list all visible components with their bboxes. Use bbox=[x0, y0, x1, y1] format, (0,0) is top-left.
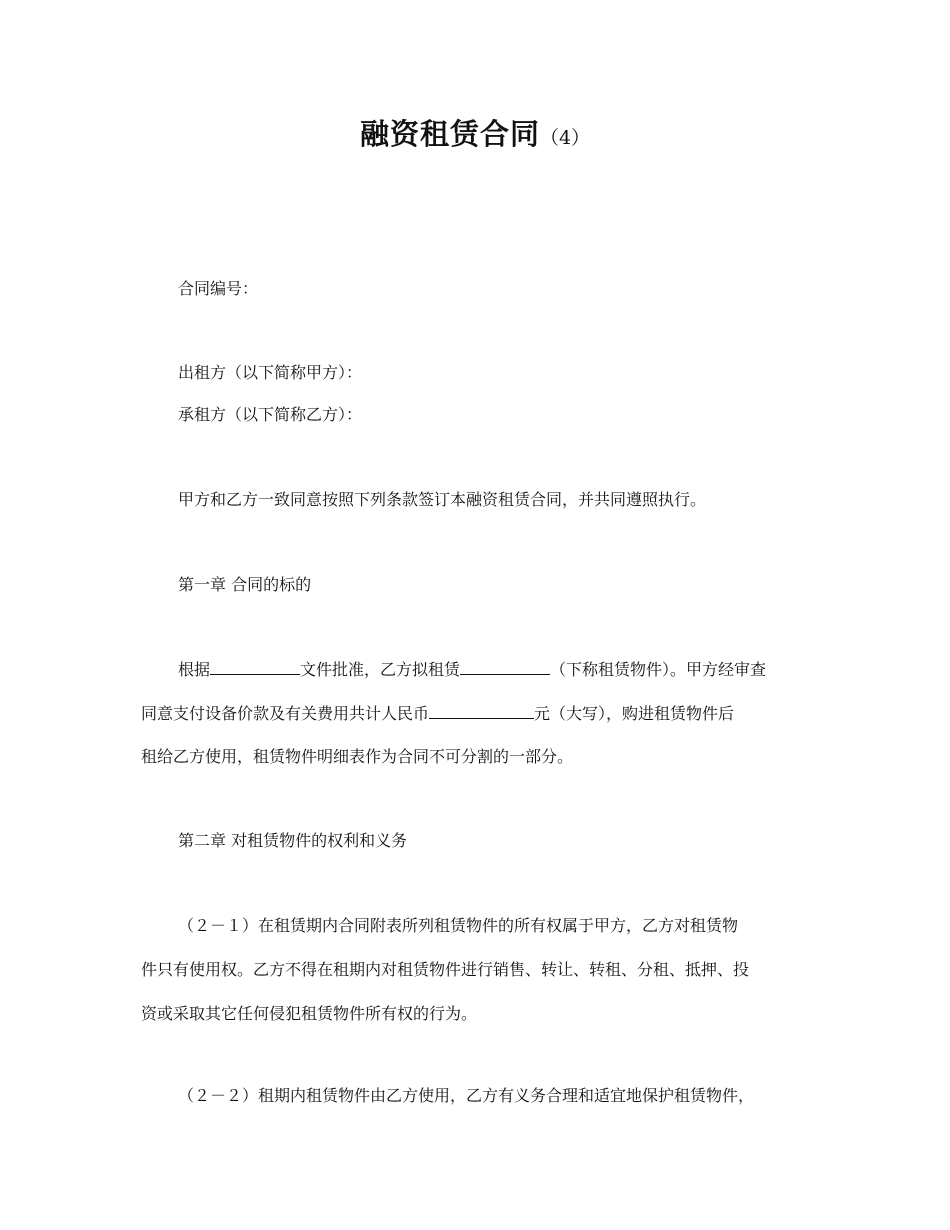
lessor-label: 出租方（以下简称甲方）： bbox=[178, 363, 363, 382]
clause-2-1 bbox=[141, 915, 816, 1047]
preamble: 甲方和乙方一致同意按照下列条款签订本融资租赁合同，并共同遵照执行。 bbox=[178, 490, 707, 509]
chapter1-text-d: 同意支付设备价款及有关费用共计人民币 bbox=[141, 704, 430, 723]
clause-2-2 bbox=[141, 1085, 816, 1129]
clause-2-1-line1: （２－１）在租赁期内合同附表所列租赁物件的所有权属于甲方，乙方对租赁物 bbox=[178, 916, 739, 935]
chapter1-line2 bbox=[141, 702, 816, 746]
title-text: 融资租赁合同 bbox=[359, 117, 540, 151]
chapter1-text-b: 文件批准，乙方拟租赁 bbox=[300, 660, 461, 679]
lessee-label: 承租方（以下简称乙方）： bbox=[178, 405, 363, 424]
chapter1-line3: 租给乙方使用，租赁物件明细表作为合同不可分割的一部分。 bbox=[141, 747, 574, 766]
clause-2-1-line2: 件只有使用权。乙方不得在租期内对租赁物件进行销售、转让、转租、分租、抵押、投 bbox=[141, 960, 750, 979]
approval-doc-blank bbox=[210, 658, 300, 675]
document-title bbox=[0, 112, 950, 153]
chapter1-text-e: 元（大写），购进租赁物件后 bbox=[534, 704, 735, 723]
chapter1-heading: 第一章 合同的标的 bbox=[178, 575, 312, 594]
clause-2-2-line1: （２－２）租期内租赁物件由乙方使用，乙方有义务合理和适宜地保护租赁物件， bbox=[178, 1086, 755, 1105]
title-suffix: （4） bbox=[539, 127, 591, 149]
chapter1-paragraph bbox=[141, 658, 816, 790]
chapter1-text-a: 根据 bbox=[178, 660, 211, 679]
clause-2-1-line3: 资或采取其它任何侵犯租赁物件所有权的行为。 bbox=[141, 1004, 478, 1023]
chapter1-text-c: （下称租赁物件）。甲方经审查 bbox=[550, 660, 767, 679]
chapter1-line1 bbox=[141, 658, 816, 702]
amount-blank bbox=[429, 702, 534, 719]
contract-number-label: 合同编号： bbox=[178, 279, 259, 298]
leased-item-blank bbox=[460, 658, 550, 675]
chapter2-heading: 第二章 对租赁物件的权利和义务 bbox=[178, 831, 408, 850]
